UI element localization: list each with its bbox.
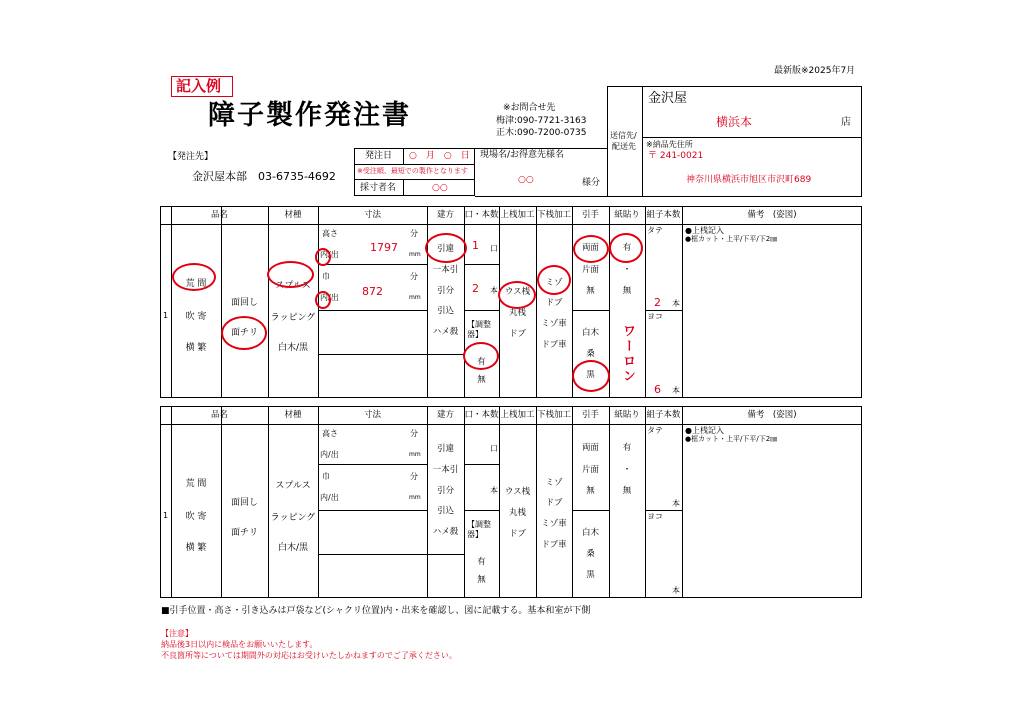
width-in-out: 内/出 [320, 293, 339, 302]
material-mat3: 白木/黒 [277, 343, 309, 353]
handle-h2: 片面 [581, 265, 599, 275]
site-label: 現場名/お得意先様名 [480, 150, 565, 160]
remark-2: ●框カット・上平/下平/下2㎜ [685, 435, 778, 443]
highlight-circle [315, 291, 331, 309]
handle-h3: 無 [586, 486, 595, 496]
row-number: 1 [163, 311, 169, 320]
handle-h1: 両面 [581, 243, 599, 253]
kumiko-tate-unit: 本 [672, 299, 680, 308]
handle-h4: 白木 [581, 528, 599, 538]
product-type3: 横 繁 [185, 343, 207, 353]
highlight-circle [267, 261, 314, 288]
adjuster-label: 【調整器】 [467, 320, 491, 339]
material-mat1: スプルス [275, 481, 311, 491]
col-header-opening: 建方 [436, 210, 454, 220]
col-header-lower: 下桟加工 [536, 210, 571, 220]
lower-low3: ミゾ車 [541, 319, 567, 329]
kumiko-tate-label: タテ [647, 426, 663, 435]
handle-h3: 無 [586, 286, 595, 296]
paper-p2: ・ [622, 465, 632, 475]
site-value: ○○ [518, 175, 534, 185]
col-header-upper: 上桟加工 [500, 210, 535, 220]
contact-line-1: 梅津:090-7721-3163 [496, 116, 587, 126]
col-header-lower: 下桟加工 [536, 410, 571, 420]
col-header-count: 口・本数 [464, 210, 499, 220]
store-suffix: 店 [841, 117, 851, 128]
highlight-circle [498, 281, 536, 309]
remark-1: ●上桟記入 [685, 226, 724, 235]
handle-h5: 桑 [586, 349, 595, 359]
kumiko-yoko-label: ヨコ [647, 312, 663, 321]
row-number: 1 [163, 511, 169, 520]
handle-h5: 桑 [586, 549, 595, 559]
col-header-opening: 建方 [436, 410, 454, 420]
product-type2: 吹 寄 [185, 512, 207, 522]
version-label: 最新版※2025年7月 [774, 66, 856, 76]
site-suffix: 様分 [582, 178, 601, 188]
handle-h2: 片面 [581, 465, 599, 475]
frame-frame2: 面チリ [230, 328, 258, 338]
highlight-circle [573, 235, 609, 263]
send-label-2: 配送先 [612, 142, 636, 151]
paper-p1: 有 [622, 243, 632, 253]
contact-line-2: 正木:090-7200-0735 [496, 128, 587, 138]
delivery-address: 神奈川県横浜市旭区市沢町689 [686, 175, 812, 185]
page-title: 障子製作発注書 [208, 100, 411, 131]
opening-open4: 引込 [436, 506, 454, 516]
order-to-label: 【発注先】 [168, 152, 214, 162]
delivery-label: ※納品先住所 [646, 140, 693, 149]
col-header-count: 口・本数 [464, 410, 499, 420]
col-header-material: 材種 [284, 410, 302, 420]
opening-open3: 引分 [436, 286, 454, 296]
highlight-circle [609, 233, 643, 263]
opening-open2: 一本引 [432, 465, 459, 475]
height-in-out: 内/出 [320, 450, 339, 459]
opening-open4: 引込 [436, 306, 454, 316]
width-label: 巾 [322, 272, 330, 281]
height-unit-bu: 分 [410, 229, 418, 238]
lower-low2: ドブ [545, 298, 563, 308]
frame-frame2: 面チリ [230, 528, 258, 538]
example-badge [171, 76, 233, 97]
opening-open5: ハメ殺 [432, 527, 459, 537]
count-unit-hon: 本 [490, 286, 498, 295]
width-unit-mm: mm [409, 294, 421, 301]
shop-name: 金沢屋 [648, 91, 688, 106]
paper-p3: 無 [622, 486, 632, 496]
count-unit-kuchi: 口 [490, 444, 498, 453]
height-value: 1797 [370, 241, 398, 254]
caution-line-1: 納品後3日以内に検品をお願いいたします。 [161, 640, 318, 649]
col-header-kumiko: 組子本数 [646, 210, 681, 220]
adjuster-no: 無 [477, 375, 486, 385]
handle-h6: 黒 [586, 370, 595, 380]
handle-h1: 両面 [581, 443, 599, 453]
upper-up1: ウス桟 [504, 487, 531, 497]
highlight-circle [537, 265, 571, 295]
upper-up3: ドブ [509, 329, 526, 339]
col-header-upper: 上桟加工 [500, 410, 535, 420]
opening-open1: 引違 [436, 244, 454, 254]
lower-low3: ミゾ車 [541, 519, 567, 529]
send-label-1: 送信先/ [610, 131, 637, 140]
opening-open1: 引違 [436, 444, 454, 454]
product-type2: 吹 寄 [185, 312, 207, 322]
material-mat2: ラッピング [270, 513, 316, 523]
remark-1: ●上桟記入 [685, 426, 724, 435]
footer-note: ■引手位置・高さ・引き込みは戸袋など(シャクリ位置)内・出来を確認し、図に記載する。基本和室が下側 [161, 606, 591, 616]
col-header-remarks: 備考 (姿図) [747, 410, 797, 420]
contact-title: ※お問合せ先 [503, 103, 556, 113]
lower-low4: ドブ車 [541, 540, 567, 550]
width-unit-bu: 分 [410, 472, 418, 481]
product-type1: 荒 間 [185, 479, 207, 489]
col-header-material: 材種 [284, 210, 302, 220]
caution-line-2: 不良箇所等については期間外の対応はお受けいたしかねますのでご了承ください。 [161, 651, 457, 660]
count-hon-value: 2 [472, 282, 479, 295]
paper-p2: ・ [622, 265, 632, 275]
opening-open5: ハメ殺 [432, 327, 459, 337]
col-header-kumiko: 組子本数 [646, 410, 681, 420]
col-header-name: 品名 [210, 210, 228, 220]
lower-low1: ミゾ [545, 478, 563, 488]
kumiko-yoko-unit: 本 [672, 386, 680, 395]
kumiko-tate-label: タテ [647, 226, 663, 235]
measurer-label: 採寸者名 [360, 183, 397, 193]
store-name: 横浜本 [716, 115, 753, 129]
height-label: 高さ [322, 429, 338, 438]
width-unit-bu: 分 [410, 272, 418, 281]
upper-up3: ドブ [509, 529, 526, 539]
adjuster-no: 無 [477, 575, 486, 585]
measurer-value: ○○ [432, 183, 448, 193]
col-header-size: 寸法 [363, 210, 381, 220]
kumiko-tate-unit: 本 [672, 499, 680, 508]
count-kuchi-value: 1 [472, 239, 479, 252]
highlight-circle [221, 316, 267, 350]
height-unit-bu: 分 [410, 429, 418, 438]
lower-low1: ミゾ [545, 278, 563, 288]
order-date-label: 発注日 [365, 151, 393, 161]
handle-h6: 黒 [586, 570, 595, 580]
opening-open2: 一本引 [432, 265, 459, 275]
height-unit-mm: mm [409, 451, 421, 458]
col-header-handle: 引手 [581, 210, 599, 220]
upper-up2: 丸桟 [508, 508, 526, 518]
highlight-circle [425, 233, 467, 263]
col-header-size: 寸法 [363, 410, 381, 420]
highlight-circle [572, 360, 610, 392]
order-note: ※受注順、最短での製作となります [357, 167, 468, 175]
kumiko-yoko-value: 6 [654, 383, 661, 396]
width-label: 巾 [322, 472, 330, 481]
frame-frame1: 面回し [230, 498, 258, 508]
highlight-circle [172, 263, 216, 291]
material-mat3: 白木/黒 [277, 543, 309, 553]
count-unit-kuchi: 口 [490, 244, 498, 253]
width-in-out: 内/出 [320, 493, 339, 502]
order-date-value: ○ 月 ○ 日 [409, 151, 470, 161]
height-unit-mm: mm [409, 251, 421, 258]
kumiko-yoko-label: ヨコ [647, 512, 663, 521]
upper-up1: ウス桟 [504, 287, 531, 297]
lower-low2: ドブ [545, 498, 563, 508]
caution-title: 【注意】 [161, 629, 193, 638]
material-mat1: スプルス [275, 281, 311, 291]
lower-low4: ドブ車 [541, 340, 567, 350]
remark-2: ●框カット・上平/下平/下2㎜ [685, 235, 778, 243]
height-label: 高さ [322, 229, 338, 238]
kumiko-tate-value: 2 [654, 296, 661, 309]
col-header-paper: 紙貼り [614, 410, 640, 420]
col-header-name: 品名 [210, 410, 228, 420]
paper-p3: 無 [622, 286, 632, 296]
highlight-circle [315, 248, 331, 266]
col-header-handle: 引手 [581, 410, 599, 420]
adjuster-yes: 有 [477, 357, 486, 367]
col-header-paper: 紙貼り [614, 210, 640, 220]
handle-h4: 白木 [581, 328, 599, 338]
highlight-circle [463, 342, 499, 370]
kumiko-yoko-unit: 本 [672, 586, 680, 595]
paper-p1: 有 [622, 443, 632, 453]
col-header-remarks: 備考 (姿図) [747, 210, 797, 220]
order-to: 金沢屋本部 03-6735-4692 [192, 170, 336, 183]
material-mat2: ラッピング [270, 313, 316, 323]
example-badge-text: 記入例 [176, 77, 222, 95]
adjuster-label: 【調整器】 [467, 520, 491, 539]
postal-code: 〒 241-0021 [648, 151, 704, 161]
product-type3: 横 繁 [185, 543, 207, 553]
width-value: 872 [362, 285, 383, 298]
upper-up2: 丸桟 [508, 308, 526, 318]
width-unit-mm: mm [409, 494, 421, 501]
adjuster-yes: 有 [477, 557, 486, 567]
count-unit-hon: 本 [490, 486, 498, 495]
product-type1: 荒 間 [185, 279, 207, 289]
height-in-out: 内/出 [320, 250, 339, 259]
frame-frame1: 面回し [230, 298, 258, 308]
opening-open3: 引分 [436, 486, 454, 496]
paper-note: ワーロン [620, 324, 635, 384]
